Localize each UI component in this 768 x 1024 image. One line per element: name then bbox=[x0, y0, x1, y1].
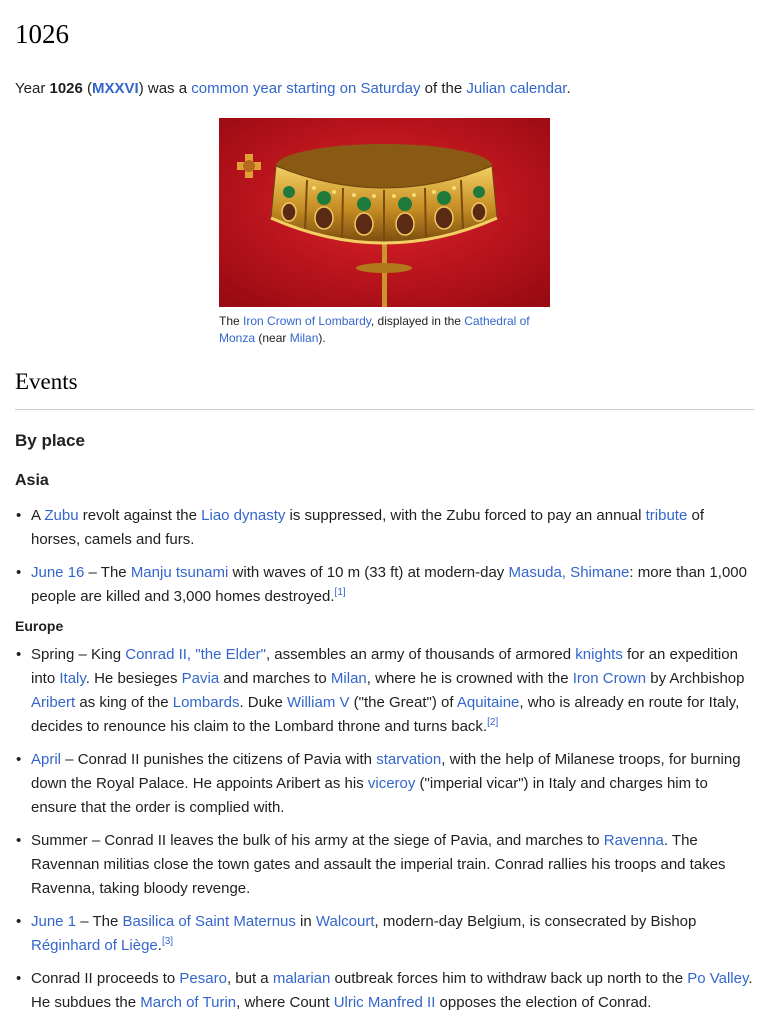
asia-event-list bbox=[15, 504, 755, 609]
intro-paragraph bbox=[15, 79, 571, 99]
item-text: Spring – King bbox=[31, 646, 126, 663]
intro-text: ( bbox=[82, 80, 93, 97]
item-text: – The bbox=[76, 913, 123, 930]
intro-text: of the bbox=[420, 80, 467, 97]
william-v-link[interactable]: William V bbox=[286, 694, 350, 711]
julian-calendar-link[interactable]: Julian calendar bbox=[466, 80, 567, 97]
cathedral-of-monza-link[interactable]: Cathedral of Monza bbox=[219, 314, 530, 345]
item-text: , assembles an army of thousands of armored bbox=[265, 646, 576, 663]
roman-numeral-link[interactable]: MXXVI bbox=[92, 80, 139, 97]
march-of-turin-link[interactable]: March of Turin bbox=[140, 994, 237, 1011]
asia-heading: Asia bbox=[15, 472, 49, 489]
intro-text: . bbox=[566, 80, 571, 97]
item-text: and marches to bbox=[219, 670, 331, 687]
item-text: – The bbox=[84, 564, 131, 581]
item-text: . He besieges bbox=[85, 670, 182, 687]
list-item bbox=[15, 643, 755, 739]
caption-text: The bbox=[219, 314, 244, 328]
item-text: ("imperial vicar") in Italy and charges him to ensure that the order is complied with. bbox=[31, 775, 708, 816]
po-valley-link[interactable]: Po Valley bbox=[687, 970, 749, 987]
aquitaine-link[interactable]: Aquitaine bbox=[456, 694, 520, 711]
page-title: 1026 bbox=[15, 19, 69, 49]
item-text: . bbox=[157, 937, 162, 954]
june-1-link[interactable]: June 1 bbox=[31, 913, 77, 930]
reference-link[interactable]: [3] bbox=[161, 936, 174, 947]
walcourt-link[interactable]: Walcourt bbox=[315, 913, 375, 930]
item-text: – Conrad II punishes the citizens of Pavia with bbox=[61, 751, 377, 768]
caption-text: (near bbox=[255, 331, 290, 345]
list-item bbox=[15, 748, 755, 820]
list-item bbox=[15, 967, 755, 1015]
lombards-link[interactable]: Lombards bbox=[172, 694, 240, 711]
item-text: , with the help of Milanese troops, for burning down the Royal Palace. He appoints Aribert as his bbox=[31, 751, 741, 792]
milan-link[interactable]: Milan bbox=[289, 331, 319, 345]
thumbnail-figure bbox=[219, 118, 550, 347]
item-text: , who is already en route for Italy, decides to renounce his claim to the Lombard throne and turns back. bbox=[31, 694, 740, 735]
europe-heading: Europe bbox=[15, 618, 64, 634]
heading-divider bbox=[15, 409, 754, 410]
zubu-link[interactable]: Zubu bbox=[44, 507, 79, 524]
item-text: Conrad II proceeds to bbox=[31, 970, 180, 987]
item-text: . Duke bbox=[239, 694, 287, 711]
italy-link[interactable]: Italy bbox=[59, 670, 86, 687]
list-item bbox=[15, 829, 755, 901]
aribert-link[interactable]: Aribert bbox=[31, 694, 76, 711]
events-heading: Events bbox=[15, 369, 78, 394]
pesaro-link[interactable]: Pesaro bbox=[179, 970, 227, 987]
item-text: . He subdues the bbox=[31, 970, 753, 1011]
list-item bbox=[15, 504, 755, 552]
knights-link[interactable]: knights bbox=[575, 646, 623, 663]
figure-caption bbox=[219, 313, 550, 347]
intro-text: Year bbox=[15, 80, 50, 97]
manju-tsunami-link[interactable]: Manju tsunami bbox=[130, 564, 229, 581]
item-text: with waves of 10 m (33 ft) at modern-day bbox=[228, 564, 509, 581]
item-text: : more than 1,000 people are killed and 3,000 homes destroyed. bbox=[31, 564, 747, 605]
common-year-link[interactable]: common year starting on Saturday bbox=[191, 80, 421, 97]
ravenna-link[interactable]: Ravenna bbox=[603, 832, 664, 849]
june-16-link[interactable]: June 16 bbox=[31, 564, 85, 581]
iron-crown-link[interactable]: Iron Crown of Lombardy bbox=[243, 314, 371, 328]
list-item bbox=[15, 561, 755, 609]
reference-link[interactable]: [1] bbox=[334, 587, 346, 598]
ulric-manfred-link[interactable]: Ulric Manfred II bbox=[333, 994, 436, 1011]
item-text: in bbox=[295, 913, 316, 930]
year-bold: 1026 bbox=[49, 80, 83, 97]
item-text: revolt against the bbox=[78, 507, 202, 524]
item-text: ("the Great") of bbox=[349, 694, 457, 711]
milan-link[interactable]: Milan bbox=[330, 670, 367, 687]
liao-dynasty-link[interactable]: Liao dynasty bbox=[201, 507, 286, 524]
iron-crown-image[interactable] bbox=[219, 118, 550, 307]
masuda-shimane-link[interactable]: Masuda, Shimane bbox=[508, 564, 630, 581]
item-text: as king of the bbox=[75, 694, 173, 711]
basilica-link[interactable]: Basilica of Saint Maternus bbox=[122, 913, 296, 930]
item-text: Summer – Conrad II leaves the bulk of his army at the siege of Pavia, and marches to bbox=[31, 832, 604, 849]
reference-link[interactable]: [2] bbox=[487, 717, 499, 728]
caption-text: ). bbox=[318, 331, 326, 345]
item-text: , where Count bbox=[236, 994, 334, 1011]
reginhard-of-liege-link[interactable]: Réginhard of Liège bbox=[31, 937, 158, 954]
item-text: for an expedition into bbox=[31, 646, 738, 687]
item-text: , but a bbox=[226, 970, 273, 987]
item-text: , where he is crowned with the bbox=[366, 670, 573, 687]
april-link[interactable]: April bbox=[31, 751, 62, 768]
tribute-link[interactable]: tribute bbox=[645, 507, 688, 524]
item-text: , modern-day Belgium, is consecrated by Bishop bbox=[374, 913, 697, 930]
item-text: opposes the election of Conrad. bbox=[435, 994, 652, 1011]
iron-crown-link[interactable]: Iron Crown bbox=[572, 670, 647, 687]
item-text: is suppressed, with the Zubu forced to pay an annual bbox=[285, 507, 646, 524]
malarian-link[interactable]: malarian bbox=[272, 970, 331, 987]
conrad-ii-link[interactable]: Conrad II, "the Elder" bbox=[125, 646, 266, 663]
list-item bbox=[15, 910, 755, 958]
caption-text: , displayed in the bbox=[370, 314, 465, 328]
intro-text: ) was a bbox=[138, 80, 192, 97]
item-text: by Archbishop bbox=[646, 670, 745, 687]
item-text: outbreak forces him to withdraw back up north to the bbox=[330, 970, 688, 987]
by-place-heading: By place bbox=[15, 431, 85, 450]
item-text: of horses, camels and furs. bbox=[31, 507, 704, 548]
pavia-link[interactable]: Pavia bbox=[181, 670, 220, 687]
starvation-link[interactable]: starvation bbox=[376, 751, 442, 768]
europe-event-list bbox=[15, 643, 755, 1015]
item-text: . The Ravennan militias close the town gates and assault the imperial train. Conrad rallies his troops and takes Ravenna, taking bloody revenge. bbox=[31, 832, 726, 897]
viceroy-link[interactable]: viceroy bbox=[367, 775, 416, 792]
item-text: A bbox=[31, 507, 45, 524]
